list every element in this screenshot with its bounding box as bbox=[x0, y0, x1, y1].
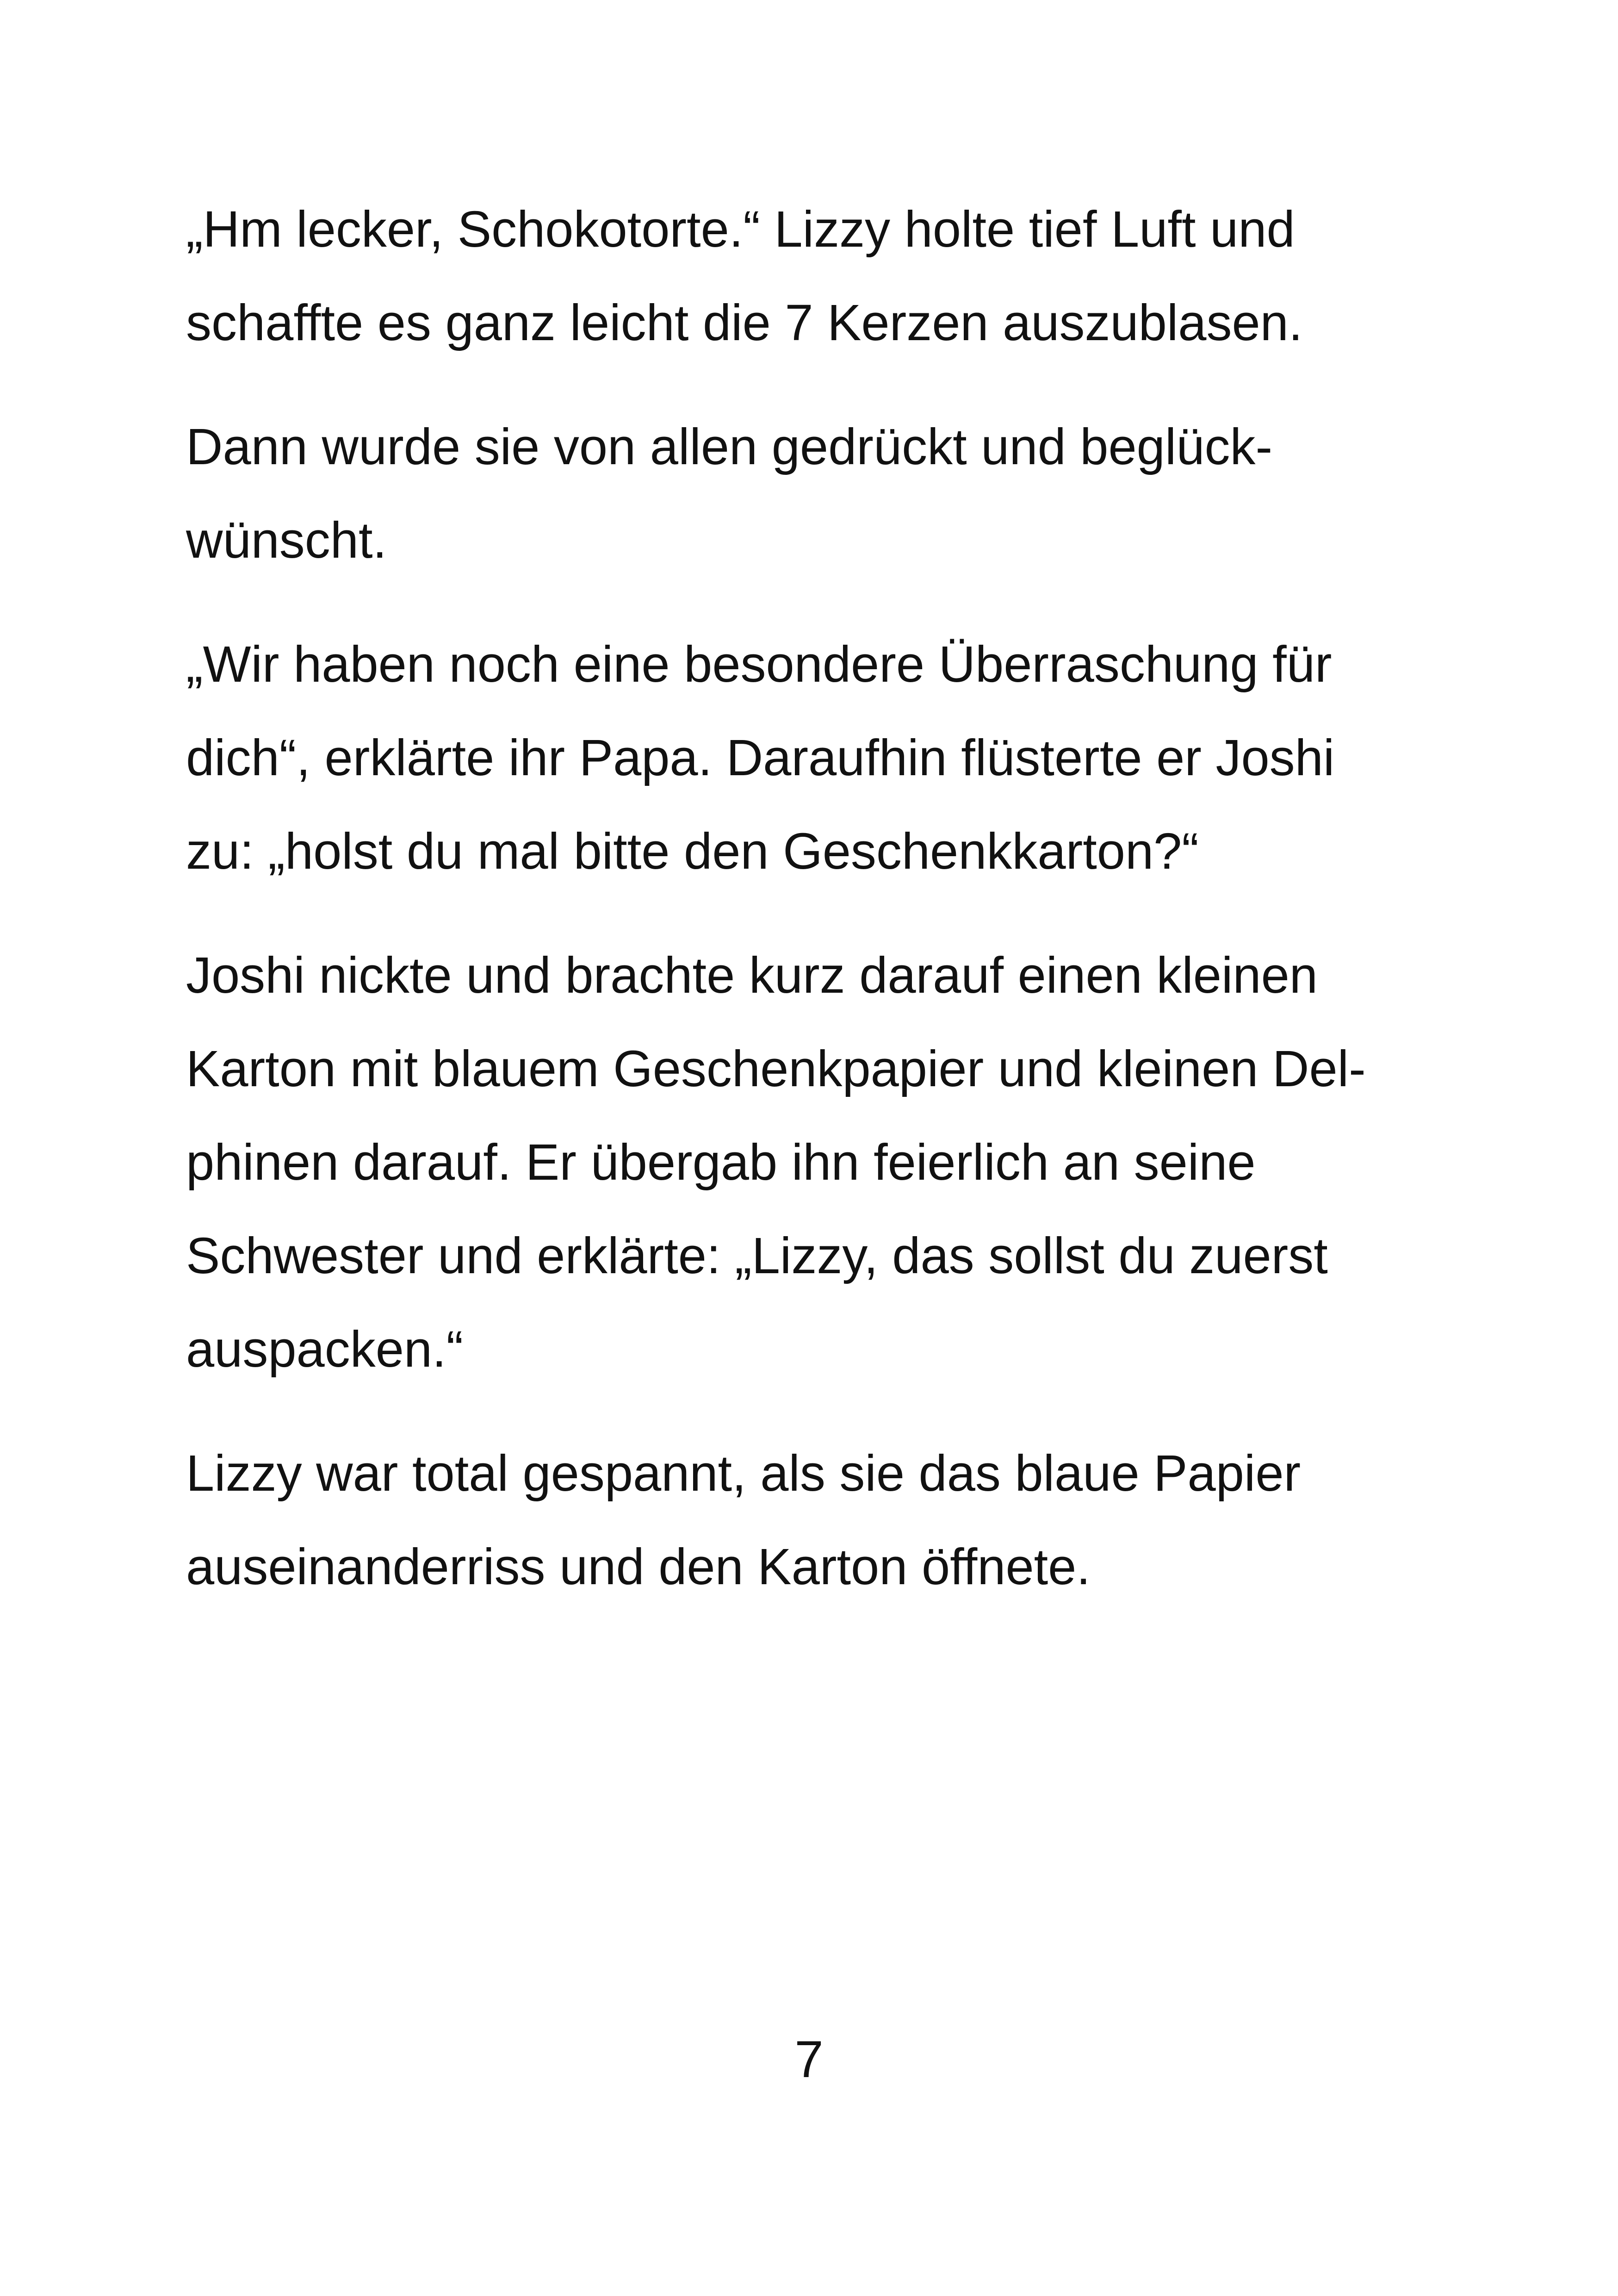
paragraph bbox=[186, 183, 1463, 370]
text-line: phinen darauf. Er übergab ihn feierlich an seine bbox=[186, 1134, 1256, 1191]
text-line: wünscht. bbox=[186, 512, 387, 569]
paragraph bbox=[186, 1427, 1463, 1614]
paragraph bbox=[186, 618, 1463, 898]
text-line: Dann wurde sie von allen gedrückt und beglück- bbox=[186, 418, 1273, 475]
text-line: zu: „holst du mal bitte den Geschenkkarton?“ bbox=[186, 823, 1199, 880]
story-text bbox=[186, 183, 1463, 1644]
paragraph bbox=[186, 400, 1463, 587]
text-line: auseinanderriss und den Karton öffnete. bbox=[186, 1538, 1091, 1595]
text-line: auspacken.“ bbox=[186, 1321, 464, 1378]
text-line: „Hm lecker, Schokotorte.“ Lizzy holte tief Luft und bbox=[186, 201, 1295, 258]
page-number: 7 bbox=[794, 2030, 824, 2088]
text-line: Schwester und erklärte: „Lizzy, das sollst du zuerst bbox=[186, 1227, 1328, 1284]
text-line: schaffte es ganz leicht die 7 Kerzen auszublasen. bbox=[186, 294, 1303, 351]
paragraph bbox=[186, 929, 1463, 1396]
text-line: Lizzy war total gespannt, als sie das blaue Papier bbox=[186, 1445, 1301, 1502]
text-line: Joshi nickte und brachte kurz darauf einen kleinen bbox=[186, 947, 1318, 1004]
text-line: „Wir haben noch eine besondere Überraschung für bbox=[186, 636, 1332, 693]
text-line: Karton mit blauem Geschenkpapier und kleinen Del- bbox=[186, 1040, 1366, 1097]
text-line: dich“, erklärte ihr Papa. Daraufhin flüsterte er Joshi bbox=[186, 729, 1335, 786]
